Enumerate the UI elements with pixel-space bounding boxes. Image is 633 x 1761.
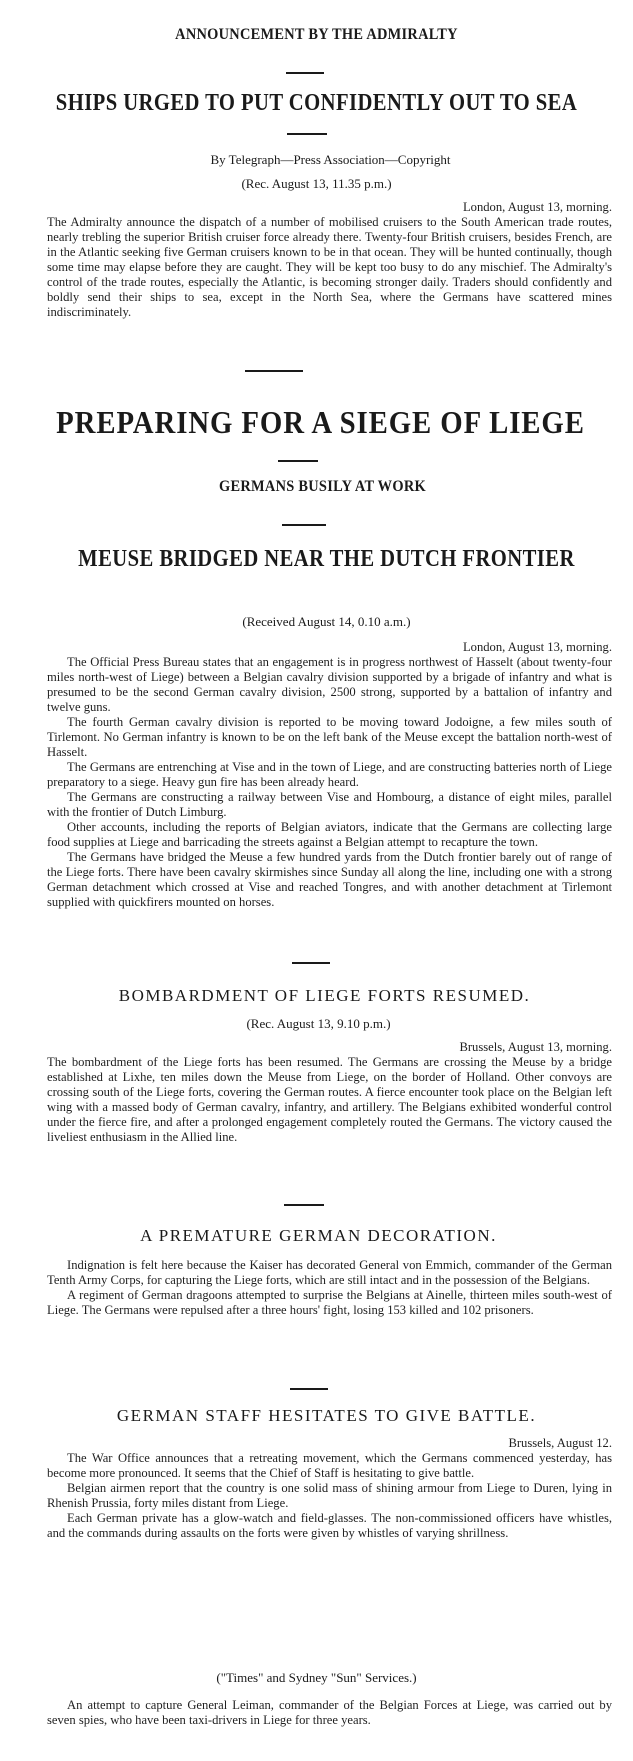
paragraph: A regiment of German dragoons attempted to surprise the Belgians at Ainelle, thirteen miles south-west of Liege. The Germans were repulsed after a three hours' fight, losing 153 killed and 102 prisoners. — [47, 1288, 612, 1317]
headline-meuse-bridged: MEUSE BRIDGED NEAR THE DUTCH FRONTIER — [78, 546, 575, 572]
divider-rule — [284, 1204, 324, 1206]
paragraph: The Germans are constructing a railway between Vise and Hombourg, a distance of eight miles, parallel with the frontier of Dutch Limburg. — [47, 790, 612, 819]
divider-rule — [287, 133, 327, 135]
dateline: Brussels, August 13, morning. — [459, 1040, 612, 1054]
article-body — [47, 1040, 612, 1188]
dateline: London, August 13, morning. — [462, 200, 612, 214]
subhead-germans-busily: GERMANS BUSILY AT WORK — [219, 478, 426, 495]
received-time: (Received August 14, 0.10 a.m.) — [242, 614, 411, 629]
headline-german-staff: GERMAN STAFF HESITATES TO GIVE BATTLE. — [116, 1406, 537, 1425]
divider-rule — [245, 370, 303, 372]
paragraph: Indignation is felt here because the Kaiser has decorated General von Emmich, commander of the German Tenth Army Corps, for capturing the Liege forts, which are still intact and in the possession of the Belgians. — [47, 1258, 612, 1287]
paragraph: Each German private has a glow-watch and field-glasses. The non-commissioned officers have whistles, and the commands during assaults on the forts were given by whistles of varying shrillness. — [47, 1511, 612, 1540]
received-time: (Rec. August 13, 11.35 p.m.) — [241, 176, 392, 191]
paragraph: Belgian airmen report that the country is one solid mass of shining armour from Liege to Duren, lying in Rhenish Prussia, forty miles distant from Liege. — [47, 1481, 612, 1510]
paragraph: The Germans are entrenching at Vise and in the town of Liege, and are constructing batteries north of Liege preparatory to a siege. Heavy gun fire has been already heard. — [47, 760, 612, 789]
services-credit: ("Times" and Sydney "Sun" Services.) — [216, 1670, 417, 1685]
article-body — [47, 1436, 612, 1626]
paragraph: The Official Press Bureau states that an engagement is in progress northwest of Hasselt (about twenty-four miles north-west of Liege) between a Belgian cavalry division supported by a brigade of infantry and what is presumed to be the second German cavalry division, 2500 strong, supported by a battalion of infantry and twelve guns. — [47, 655, 612, 714]
paragraph: The Germans have bridged the Meuse a few hundred yards from the Dutch frontier barely out of range of the Liege forts. There have been cavalry skirmishes since Sunday all along the line, including one with a strong German detachment which crossed at Vise and reached Tongres, and with another detachment at Tirlemont supplied with quickfirers mounted on horses. — [47, 850, 612, 909]
kicker-admiralty: ANNOUNCEMENT BY THE ADMIRALTY — [175, 26, 458, 43]
headline-ships: SHIPS URGED TO PUT CONFIDENTLY OUT TO SEA — [55, 90, 578, 116]
article-body — [47, 1698, 612, 1758]
paragraph: An attempt to capture General Leiman, commander of the Belgian Forces at Liege, was carried out by seven spies, who have been taxi-drivers in Liege for three years. — [47, 1698, 612, 1727]
body-text: The Admiralty announce the dispatch of a number of mobilised cruisers to the South American trade routes, nearly trebling the superior British cruiser force already there. Twenty-four British cruisers, besides French, are in the Atlantic seeking five German cruisers known to be in that ocean. They will be hunted continually, though some time may elapse before they are caught. They will be kept too busy to do any mischief. The Admiralty's control of the trade routes, especially the Atlantic, is becoming stronger daily. Traders should confidently and boldly send their ships to sea, except in the North Sea, where the Germans have scattered mines indiscriminately. — [47, 215, 612, 319]
divider-rule — [292, 962, 330, 964]
dateline: Brussels, August 12. — [508, 1436, 612, 1450]
divider-rule — [282, 524, 326, 526]
body-text: The bombardment of the Liege forts has been resumed. The Germans are crossing the Meuse by a bridge established at Lixhe, ten miles down the Meuse from Liege, on the border of Holland. Other convoys are crossing south of the Liege forts, covering the German routes. A fierce encounter took place on the Belgian left wing with a massed body of German cavalry, infantry, and artillery. The Belgians exhibited wonderful control under the fierce fire, and after a prolonged engagement completely routed the Germans. The victory caused the liveliest enthusiasm in the Allied line. — [47, 1055, 612, 1144]
paragraph: The War Office announces that a retreating movement, which the Germans commenced yesterday, has become more pronounced. It seems that the Chief of Staff is hesitating to give battle. — [47, 1451, 612, 1480]
divider-rule — [286, 72, 324, 74]
received-time: (Rec. August 13, 9.10 p.m.) — [246, 1016, 391, 1031]
paragraph: Other accounts, including the reports of Belgian aviators, indicate that the Germans are collecting large food supplies at Liege and barricading the streets against a Belgian attempt to recapture the town. — [47, 820, 612, 849]
paragraph: The fourth German cavalry division is reported to be moving toward Jodoigne, a few miles south of Tirlemont. No German infantry is known to be on the left bank of the Meuse except the battalion north-west of Hasselt. — [47, 715, 612, 759]
byline: By Telegraph—Press Association—Copyright — [210, 152, 451, 167]
divider-rule — [290, 1388, 328, 1390]
headline-bombardment: BOMBARDMENT OF LIEGE FORTS RESUMED. — [118, 986, 531, 1005]
article-body — [47, 640, 612, 952]
dateline: London, August 13, morning. — [462, 640, 612, 654]
headline-siege-liege: PREPARING FOR A SIEGE OF LIEGE — [56, 404, 585, 440]
article-body — [47, 200, 612, 348]
divider-rule — [278, 460, 318, 462]
headline-premature-decoration: A PREMATURE GERMAN DECORATION. — [140, 1226, 497, 1245]
article-body — [47, 1258, 612, 1366]
